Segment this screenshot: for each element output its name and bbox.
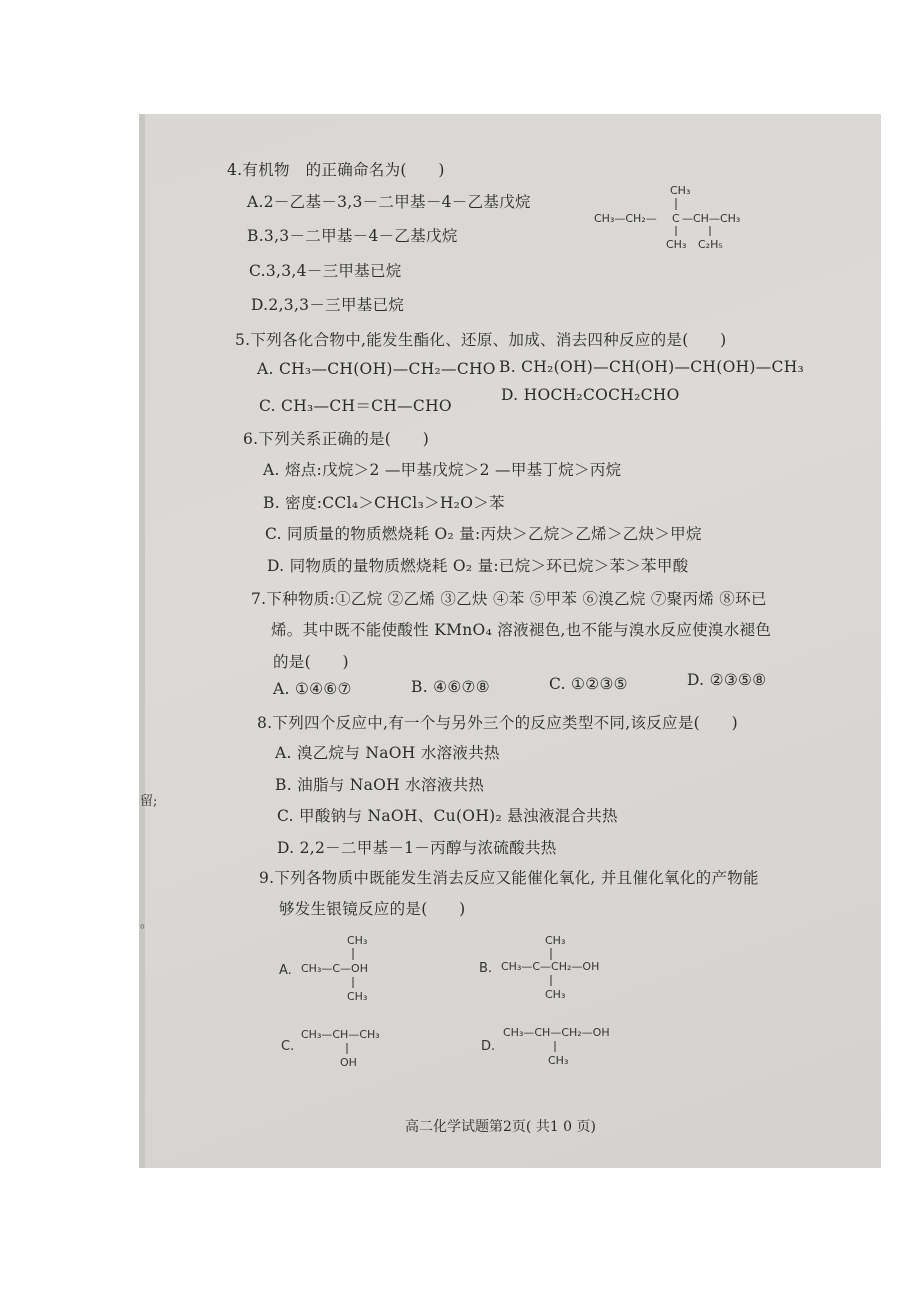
- q9-b-main: CH₃—C—CH₂—OH: [501, 960, 600, 973]
- q7-option-d: D. ②③⑤⑧: [687, 671, 767, 689]
- q9-b-bottom: CH₃: [545, 988, 566, 1001]
- q7-line-2: 烯。其中既不能使酸性 KMnO₄ 溶液褪色,也不能与溴水反应使溴水褪色: [271, 621, 772, 639]
- q7-option-c: C. ①②③⑤: [549, 675, 628, 693]
- q6-option-c: C. 同质量的物质燃烧耗 O₂ 量:丙炔＞乙烷＞乙烯＞乙炔＞甲烷: [265, 525, 702, 543]
- q8-stem: 8.下列四个反应中,有一个与另外三个的反应类型不同,该反应是( ): [257, 714, 738, 732]
- q9-a-bottom: CH₃: [347, 990, 368, 1003]
- q7-option-a: A. ①④⑥⑦: [273, 680, 352, 698]
- q9-option-b-structure: [479, 932, 639, 1012]
- margin-mark-left-1: 留;: [140, 794, 158, 809]
- q9-d-label: D.: [481, 1039, 496, 1054]
- q4-mol-top: CH₃: [670, 184, 691, 197]
- q4-mol-bottom-right: C₂H₅: [698, 238, 723, 251]
- page-footer: 高二化学试题第2页( 共1 0 页): [405, 1119, 596, 1135]
- q8-option-b: B. 油脂与 NaOH 水溶液共热: [275, 776, 485, 794]
- page-shadow: [139, 114, 145, 1168]
- q9-option-c-structure: [281, 1024, 421, 1084]
- q8-option-a: A. 溴乙烷与 NaOH 水溶液共热: [275, 744, 500, 762]
- q4-mol-left: CH₃—CH₂—: [594, 212, 657, 225]
- q9-c-main: CH₃—CH—CH₃: [301, 1028, 380, 1041]
- q5-stem: 5.下列各化合物中,能发生酯化、还原、加成、消去四种反应的是( ): [235, 331, 727, 349]
- q4-mol-bottom-left: CH₃: [666, 238, 687, 251]
- q5-option-c: C. CH₃—CH＝CH—CHO: [259, 397, 452, 415]
- q9-d-bottom: CH₃: [548, 1054, 569, 1067]
- q7-option-b: B. ④⑥⑦⑧: [411, 678, 490, 696]
- q4-option-d: D.2,3,3－三甲基已烷: [251, 296, 405, 314]
- q7-line-3: 的是( ): [273, 653, 349, 671]
- q9-line-1: 9.下列各物质中既能发生消去反应又能催化氧化, 并且催化氧化的产物能: [259, 869, 759, 887]
- q4-option-a: A.2－乙基－3,3－二甲基－4－乙基戊烷: [247, 193, 531, 211]
- q4-structure-formula: [594, 180, 774, 260]
- q9-b-top: CH₃: [545, 934, 566, 947]
- margin-mark-left-2: 。: [140, 916, 154, 931]
- q8-option-c: C. 甲酸钠与 NaOH、Cu(OH)₂ 悬浊液混合共热: [277, 807, 618, 825]
- q5-option-d: D. HOCH₂COCH₂CHO: [501, 386, 680, 404]
- q9-a-top: CH₃: [347, 934, 368, 947]
- q5-option-b: B. CH₂(OH)—CH(OH)—CH(OH)—CH₃: [499, 358, 805, 376]
- q6-option-a: A. 熔点:戊烷＞2 —甲基戊烷＞2 —甲基丁烷＞丙烷: [263, 461, 622, 479]
- q9-a-main: CH₃—C—OH: [301, 962, 368, 975]
- q8-option-d: D. 2,2－二甲基－1－丙醇与浓硫酸共热: [277, 839, 557, 857]
- q6-stem: 6.下列关系正确的是( ): [243, 430, 430, 448]
- q4-option-c: C.3,3,4－三甲基已烷: [249, 262, 402, 280]
- q4-mol-center: C: [672, 212, 680, 225]
- q9-option-a-structure: [279, 932, 419, 1012]
- q5-option-a: A. CH₃—CH(OH)—CH₂—CHO: [257, 360, 496, 378]
- q9-line-2: 够发生银镜反应的是( ): [279, 900, 466, 918]
- q9-a-label: A.: [279, 963, 292, 978]
- q6-option-b: B. 密度:CCl₄＞CHCl₃＞H₂O＞苯: [263, 494, 505, 512]
- q9-b-label: B.: [479, 961, 493, 976]
- q9-d-main: CH₃—CH—CH₂—OH: [503, 1026, 610, 1039]
- exam-page: [139, 114, 881, 1168]
- q4-mol-right: —CH—CH₃: [682, 212, 741, 225]
- q9-option-d-structure: [481, 1020, 651, 1080]
- q4-stem: 4.有机物 的正确命名为( ): [227, 161, 445, 179]
- q4-option-b: B.3,3－二甲基－4－乙基戊烷: [247, 227, 458, 245]
- q9-c-label: C.: [281, 1039, 295, 1054]
- q9-c-bottom: OH: [340, 1056, 357, 1069]
- q6-option-d: D. 同物质的量物质燃烧耗 O₂ 量:已烷＞环已烷＞苯＞苯甲酸: [267, 557, 689, 575]
- q7-line-1: 7.下种物质:①乙烷 ②乙烯 ③乙炔 ④苯 ⑤甲苯 ⑥溴乙烷 ⑦聚丙烯 ⑧环已: [251, 590, 767, 608]
